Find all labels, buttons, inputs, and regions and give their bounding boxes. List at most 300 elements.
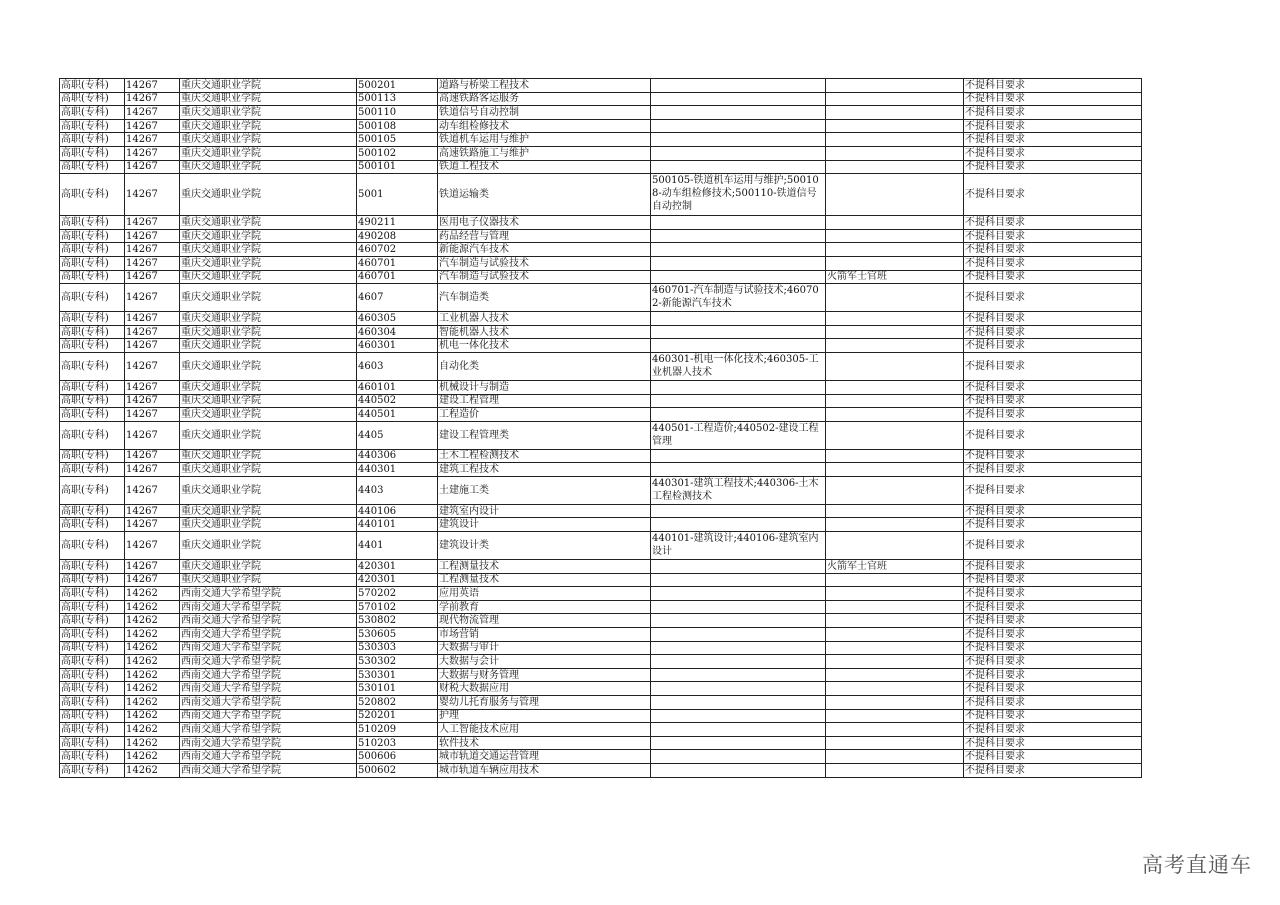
table-row xyxy=(60,696,1142,710)
included-majors-cell xyxy=(651,709,826,723)
school-code-cell: 14267 xyxy=(125,146,180,160)
school-name-cell: 重庆交通职业学院 xyxy=(180,339,357,353)
table-row xyxy=(60,476,1142,504)
school-name-cell: 重庆交通职业学院 xyxy=(180,284,357,312)
level-cell: 高职(专科) xyxy=(60,449,125,463)
school-name-cell: 西南交通大学希望学院 xyxy=(180,736,357,750)
major-name-cell: 工程造价 xyxy=(438,408,651,422)
major-code-cell: 530302 xyxy=(357,655,438,669)
school-name-cell: 西南交通大学希望学院 xyxy=(180,763,357,777)
included-majors-cell: 500105-铁道机车运用与维护;500108-动车组检修技术;500110-铁道信号自动控制 xyxy=(651,174,826,216)
table-row xyxy=(60,79,1142,93)
school-code-cell: 14267 xyxy=(125,174,180,216)
subject-requirement-cell: 不提科目要求 xyxy=(964,394,1142,408)
included-majors-cell xyxy=(651,312,826,326)
subject-requirement-cell: 不提科目要求 xyxy=(964,339,1142,353)
level-cell: 高职(专科) xyxy=(60,504,125,518)
included-majors-cell xyxy=(651,628,826,642)
subject-requirement-cell: 不提科目要求 xyxy=(964,614,1142,628)
remark-cell xyxy=(826,174,964,216)
subject-requirement-cell: 不提科目要求 xyxy=(964,709,1142,723)
remark-cell xyxy=(826,352,964,380)
subject-requirement-cell: 不提科目要求 xyxy=(964,243,1142,257)
level-cell: 高职(专科) xyxy=(60,600,125,614)
school-name-cell: 重庆交通职业学院 xyxy=(180,243,357,257)
remark-cell xyxy=(826,682,964,696)
school-code-cell: 14267 xyxy=(125,573,180,587)
school-name-cell: 重庆交通职业学院 xyxy=(180,421,357,449)
level-cell: 高职(专科) xyxy=(60,394,125,408)
table-row xyxy=(60,736,1142,750)
remark-cell xyxy=(826,160,964,174)
school-name-cell: 重庆交通职业学院 xyxy=(180,106,357,120)
included-majors-cell xyxy=(651,256,826,270)
included-majors-cell xyxy=(651,106,826,120)
major-name-cell: 现代物流管理 xyxy=(438,614,651,628)
included-majors-cell: 440501-工程造价;440502-建设工程管理 xyxy=(651,421,826,449)
included-majors-cell xyxy=(651,79,826,93)
subject-requirement-cell: 不提科目要求 xyxy=(964,216,1142,230)
included-majors-cell xyxy=(651,449,826,463)
major-code-cell: 460701 xyxy=(357,270,438,284)
school-name-cell: 西南交通大学希望学院 xyxy=(180,641,357,655)
major-code-cell: 4403 xyxy=(357,476,438,504)
included-majors-cell xyxy=(651,133,826,147)
school-name-cell: 西南交通大学希望学院 xyxy=(180,750,357,764)
major-code-cell: 460702 xyxy=(357,243,438,257)
subject-requirement-cell: 不提科目要求 xyxy=(964,736,1142,750)
table-row xyxy=(60,709,1142,723)
major-code-cell: 440501 xyxy=(357,408,438,422)
school-name-cell: 重庆交通职业学院 xyxy=(180,476,357,504)
included-majors-cell xyxy=(651,587,826,601)
school-code-cell: 14267 xyxy=(125,106,180,120)
remark-cell xyxy=(826,408,964,422)
major-code-cell: 5001 xyxy=(357,174,438,216)
major-name-cell: 高速铁路客运服务 xyxy=(438,92,651,106)
major-code-cell: 4401 xyxy=(357,532,438,560)
school-code-cell: 14262 xyxy=(125,641,180,655)
major-name-cell: 建筑室内设计 xyxy=(438,504,651,518)
remark-cell xyxy=(826,736,964,750)
school-code-cell: 14262 xyxy=(125,763,180,777)
table-row xyxy=(60,518,1142,532)
subject-requirement-cell: 不提科目要求 xyxy=(964,696,1142,710)
school-code-cell: 14262 xyxy=(125,696,180,710)
subject-requirement-cell: 不提科目要求 xyxy=(964,463,1142,477)
major-name-cell: 建筑工程技术 xyxy=(438,463,651,477)
major-name-cell: 学前教育 xyxy=(438,600,651,614)
school-name-cell: 重庆交通职业学院 xyxy=(180,518,357,532)
level-cell: 高职(专科) xyxy=(60,216,125,230)
included-majors-cell xyxy=(651,504,826,518)
major-name-cell: 铁道信号自动控制 xyxy=(438,106,651,120)
school-code-cell: 14267 xyxy=(125,270,180,284)
subject-requirement-cell: 不提科目要求 xyxy=(964,312,1142,326)
major-code-cell: 530101 xyxy=(357,682,438,696)
school-code-cell: 14267 xyxy=(125,256,180,270)
major-code-cell: 570202 xyxy=(357,587,438,601)
level-cell: 高职(专科) xyxy=(60,573,125,587)
included-majors-cell xyxy=(651,394,826,408)
remark-cell xyxy=(826,229,964,243)
table-row xyxy=(60,133,1142,147)
remark-cell xyxy=(826,325,964,339)
remark-cell xyxy=(826,655,964,669)
table-row xyxy=(60,256,1142,270)
level-cell: 高职(专科) xyxy=(60,256,125,270)
major-code-cell: 440101 xyxy=(357,518,438,532)
remark-cell xyxy=(826,641,964,655)
school-code-cell: 14267 xyxy=(125,284,180,312)
major-code-cell: 570102 xyxy=(357,600,438,614)
school-code-cell: 14267 xyxy=(125,216,180,230)
subject-requirement-cell: 不提科目要求 xyxy=(964,270,1142,284)
major-code-cell: 460304 xyxy=(357,325,438,339)
remark-cell xyxy=(826,133,964,147)
table-row xyxy=(60,284,1142,312)
level-cell: 高职(专科) xyxy=(60,174,125,216)
major-code-cell: 460301 xyxy=(357,339,438,353)
school-name-cell: 西南交通大学希望学院 xyxy=(180,655,357,669)
remark-cell xyxy=(826,284,964,312)
included-majors-cell xyxy=(651,696,826,710)
major-name-cell: 土建施工类 xyxy=(438,476,651,504)
major-code-cell: 4607 xyxy=(357,284,438,312)
subject-requirement-cell: 不提科目要求 xyxy=(964,408,1142,422)
level-cell: 高职(专科) xyxy=(60,339,125,353)
table-row xyxy=(60,408,1142,422)
subject-requirement-cell: 不提科目要求 xyxy=(964,106,1142,120)
subject-requirement-cell: 不提科目要求 xyxy=(964,641,1142,655)
level-cell: 高职(专科) xyxy=(60,682,125,696)
school-code-cell: 14262 xyxy=(125,587,180,601)
table-row xyxy=(60,380,1142,394)
subject-requirement-cell: 不提科目要求 xyxy=(964,668,1142,682)
table-row xyxy=(60,160,1142,174)
major-code-cell: 530802 xyxy=(357,614,438,628)
included-majors-cell xyxy=(651,146,826,160)
table-body xyxy=(60,79,1142,778)
level-cell: 高职(专科) xyxy=(60,476,125,504)
school-name-cell: 重庆交通职业学院 xyxy=(180,229,357,243)
remark-cell xyxy=(826,79,964,93)
major-name-cell: 铁道机车运用与维护 xyxy=(438,133,651,147)
school-code-cell: 14262 xyxy=(125,750,180,764)
school-code-cell: 14267 xyxy=(125,518,180,532)
school-name-cell: 重庆交通职业学院 xyxy=(180,119,357,133)
major-name-cell: 建筑设计 xyxy=(438,518,651,532)
school-code-cell: 14262 xyxy=(125,709,180,723)
major-name-cell: 动车组检修技术 xyxy=(438,119,651,133)
major-code-cell: 530303 xyxy=(357,641,438,655)
included-majors-cell: 440101-建筑设计;440106-建筑室内设计 xyxy=(651,532,826,560)
subject-requirement-cell: 不提科目要求 xyxy=(964,655,1142,669)
school-name-cell: 重庆交通职业学院 xyxy=(180,270,357,284)
subject-requirement-cell: 不提科目要求 xyxy=(964,92,1142,106)
remark-cell xyxy=(826,312,964,326)
table-row xyxy=(60,394,1142,408)
table-row xyxy=(60,573,1142,587)
included-majors-cell xyxy=(651,668,826,682)
school-name-cell: 重庆交通职业学院 xyxy=(180,449,357,463)
major-name-cell: 汽车制造与试验技术 xyxy=(438,256,651,270)
school-code-cell: 14267 xyxy=(125,394,180,408)
included-majors-cell xyxy=(651,750,826,764)
subject-requirement-cell: 不提科目要求 xyxy=(964,628,1142,642)
level-cell: 高职(专科) xyxy=(60,587,125,601)
major-code-cell: 520201 xyxy=(357,709,438,723)
major-name-cell: 工程测量技术 xyxy=(438,573,651,587)
school-code-cell: 14267 xyxy=(125,325,180,339)
major-name-cell: 自动化类 xyxy=(438,352,651,380)
major-name-cell: 建设工程管理类 xyxy=(438,421,651,449)
school-code-cell: 14262 xyxy=(125,614,180,628)
remark-cell xyxy=(826,504,964,518)
remark-cell xyxy=(826,146,964,160)
table-row xyxy=(60,504,1142,518)
school-name-cell: 重庆交通职业学院 xyxy=(180,79,357,93)
school-code-cell: 14267 xyxy=(125,449,180,463)
major-name-cell: 铁道工程技术 xyxy=(438,160,651,174)
major-code-cell: 460701 xyxy=(357,256,438,270)
school-code-cell: 14267 xyxy=(125,532,180,560)
level-cell: 高职(专科) xyxy=(60,696,125,710)
school-code-cell: 14267 xyxy=(125,504,180,518)
included-majors-cell xyxy=(651,655,826,669)
subject-requirement-cell: 不提科目要求 xyxy=(964,160,1142,174)
level-cell: 高职(专科) xyxy=(60,723,125,737)
major-name-cell: 汽车制造与试验技术 xyxy=(438,270,651,284)
included-majors-cell xyxy=(651,229,826,243)
remark-cell xyxy=(826,709,964,723)
remark-cell xyxy=(826,600,964,614)
remark-cell xyxy=(826,573,964,587)
table-row xyxy=(60,146,1142,160)
major-name-cell: 建筑设计类 xyxy=(438,532,651,560)
major-name-cell: 护理 xyxy=(438,709,651,723)
level-cell: 高职(专科) xyxy=(60,408,125,422)
table-row xyxy=(60,270,1142,284)
school-code-cell: 14267 xyxy=(125,352,180,380)
table-row xyxy=(60,312,1142,326)
remark-cell xyxy=(826,421,964,449)
major-code-cell: 460305 xyxy=(357,312,438,326)
subject-requirement-cell: 不提科目要求 xyxy=(964,380,1142,394)
school-name-cell: 重庆交通职业学院 xyxy=(180,573,357,587)
subject-requirement-cell: 不提科目要求 xyxy=(964,352,1142,380)
school-code-cell: 14262 xyxy=(125,723,180,737)
level-cell: 高职(专科) xyxy=(60,421,125,449)
school-code-cell: 14267 xyxy=(125,408,180,422)
major-name-cell: 工业机器人技术 xyxy=(438,312,651,326)
major-code-cell: 500110 xyxy=(357,106,438,120)
level-cell: 高职(专科) xyxy=(60,560,125,574)
included-majors-cell xyxy=(651,641,826,655)
level-cell: 高职(专科) xyxy=(60,284,125,312)
table-row xyxy=(60,243,1142,257)
subject-requirement-cell: 不提科目要求 xyxy=(964,146,1142,160)
remark-cell xyxy=(826,339,964,353)
subject-requirement-cell: 不提科目要求 xyxy=(964,560,1142,574)
school-code-cell: 14267 xyxy=(125,476,180,504)
remark-cell xyxy=(826,476,964,504)
major-name-cell: 建设工程管理 xyxy=(438,394,651,408)
major-name-cell: 大数据与会计 xyxy=(438,655,651,669)
school-name-cell: 西南交通大学希望学院 xyxy=(180,682,357,696)
school-name-cell: 重庆交通职业学院 xyxy=(180,256,357,270)
subject-requirement-cell: 不提科目要求 xyxy=(964,518,1142,532)
subject-requirement-cell: 不提科目要求 xyxy=(964,256,1142,270)
table-row xyxy=(60,421,1142,449)
major-code-cell: 460101 xyxy=(357,380,438,394)
majors-table xyxy=(59,78,1142,778)
table-row xyxy=(60,560,1142,574)
remark-cell xyxy=(826,723,964,737)
level-cell: 高职(专科) xyxy=(60,655,125,669)
table-row xyxy=(60,92,1142,106)
table-row xyxy=(60,106,1142,120)
major-name-cell: 市场营销 xyxy=(438,628,651,642)
school-name-cell: 西南交通大学希望学院 xyxy=(180,628,357,642)
remark-cell xyxy=(826,119,964,133)
school-name-cell: 重庆交通职业学院 xyxy=(180,380,357,394)
subject-requirement-cell: 不提科目要求 xyxy=(964,763,1142,777)
major-code-cell: 440502 xyxy=(357,394,438,408)
level-cell: 高职(专科) xyxy=(60,160,125,174)
major-name-cell: 道路与桥梁工程技术 xyxy=(438,79,651,93)
school-code-cell: 14267 xyxy=(125,79,180,93)
major-name-cell: 机械设计与制造 xyxy=(438,380,651,394)
watermark-logo: 高考直通车 xyxy=(1142,853,1252,877)
included-majors-cell xyxy=(651,736,826,750)
school-name-cell: 西南交通大学希望学院 xyxy=(180,587,357,601)
included-majors-cell xyxy=(651,92,826,106)
school-name-cell: 重庆交通职业学院 xyxy=(180,463,357,477)
school-code-cell: 14267 xyxy=(125,380,180,394)
major-name-cell: 智能机器人技术 xyxy=(438,325,651,339)
level-cell: 高职(专科) xyxy=(60,750,125,764)
included-majors-cell xyxy=(651,573,826,587)
major-code-cell: 4405 xyxy=(357,421,438,449)
remark-cell xyxy=(826,463,964,477)
table-row xyxy=(60,325,1142,339)
table-row xyxy=(60,668,1142,682)
subject-requirement-cell: 不提科目要求 xyxy=(964,532,1142,560)
school-name-cell: 重庆交通职业学院 xyxy=(180,352,357,380)
major-code-cell: 490211 xyxy=(357,216,438,230)
school-name-cell: 西南交通大学希望学院 xyxy=(180,723,357,737)
table-row xyxy=(60,600,1142,614)
major-code-cell: 500101 xyxy=(357,160,438,174)
subject-requirement-cell: 不提科目要求 xyxy=(964,723,1142,737)
level-cell: 高职(专科) xyxy=(60,763,125,777)
major-name-cell: 药品经营与管理 xyxy=(438,229,651,243)
table-row xyxy=(60,229,1142,243)
included-majors-cell xyxy=(651,408,826,422)
school-name-cell: 重庆交通职业学院 xyxy=(180,532,357,560)
major-code-cell: 490208 xyxy=(357,229,438,243)
subject-requirement-cell: 不提科目要求 xyxy=(964,174,1142,216)
major-name-cell: 财税大数据应用 xyxy=(438,682,651,696)
table-row xyxy=(60,763,1142,777)
level-cell: 高职(专科) xyxy=(60,532,125,560)
level-cell: 高职(专科) xyxy=(60,614,125,628)
school-code-cell: 14267 xyxy=(125,560,180,574)
subject-requirement-cell: 不提科目要求 xyxy=(964,682,1142,696)
major-name-cell: 土木工程检测技术 xyxy=(438,449,651,463)
subject-requirement-cell: 不提科目要求 xyxy=(964,587,1142,601)
subject-requirement-cell: 不提科目要求 xyxy=(964,229,1142,243)
major-name-cell: 城市轨道车辆应用技术 xyxy=(438,763,651,777)
major-code-cell: 420301 xyxy=(357,560,438,574)
school-name-cell: 西南交通大学希望学院 xyxy=(180,668,357,682)
table-row xyxy=(60,614,1142,628)
table-row xyxy=(60,119,1142,133)
school-name-cell: 重庆交通职业学院 xyxy=(180,146,357,160)
subject-requirement-cell: 不提科目要求 xyxy=(964,79,1142,93)
school-code-cell: 14267 xyxy=(125,243,180,257)
table-row xyxy=(60,655,1142,669)
subject-requirement-cell: 不提科目要求 xyxy=(964,573,1142,587)
table-row xyxy=(60,641,1142,655)
remark-cell xyxy=(826,668,964,682)
school-code-cell: 14267 xyxy=(125,229,180,243)
subject-requirement-cell: 不提科目要求 xyxy=(964,421,1142,449)
remark-cell xyxy=(826,614,964,628)
school-name-cell: 重庆交通职业学院 xyxy=(180,92,357,106)
included-majors-cell xyxy=(651,723,826,737)
included-majors-cell xyxy=(651,518,826,532)
included-majors-cell xyxy=(651,270,826,284)
included-majors-cell xyxy=(651,339,826,353)
major-name-cell: 汽车制造类 xyxy=(438,284,651,312)
table-row xyxy=(60,449,1142,463)
school-name-cell: 重庆交通职业学院 xyxy=(180,325,357,339)
remark-cell xyxy=(826,449,964,463)
major-name-cell: 应用英语 xyxy=(438,587,651,601)
major-code-cell: 440301 xyxy=(357,463,438,477)
level-cell: 高职(专科) xyxy=(60,79,125,93)
school-code-cell: 14267 xyxy=(125,92,180,106)
major-name-cell: 工程测量技术 xyxy=(438,560,651,574)
table-row xyxy=(60,587,1142,601)
school-name-cell: 西南交通大学希望学院 xyxy=(180,614,357,628)
school-code-cell: 14262 xyxy=(125,682,180,696)
included-majors-cell xyxy=(651,160,826,174)
subject-requirement-cell: 不提科目要求 xyxy=(964,476,1142,504)
major-code-cell: 500602 xyxy=(357,763,438,777)
school-name-cell: 重庆交通职业学院 xyxy=(180,504,357,518)
major-name-cell: 医用电子仪器技术 xyxy=(438,216,651,230)
major-name-cell: 高速铁路施工与维护 xyxy=(438,146,651,160)
school-code-cell: 14262 xyxy=(125,628,180,642)
level-cell: 高职(专科) xyxy=(60,106,125,120)
remark-cell xyxy=(826,628,964,642)
level-cell: 高职(专科) xyxy=(60,229,125,243)
included-majors-cell: 460701-汽车制造与试验技术;460702-新能源汽车技术 xyxy=(651,284,826,312)
remark-cell xyxy=(826,92,964,106)
included-majors-cell xyxy=(651,763,826,777)
major-code-cell: 500108 xyxy=(357,119,438,133)
level-cell: 高职(专科) xyxy=(60,243,125,257)
level-cell: 高职(专科) xyxy=(60,463,125,477)
school-name-cell: 重庆交通职业学院 xyxy=(180,560,357,574)
remark-cell: 火箭军士官班 xyxy=(826,270,964,284)
subject-requirement-cell: 不提科目要求 xyxy=(964,133,1142,147)
level-cell: 高职(专科) xyxy=(60,380,125,394)
remark-cell xyxy=(826,380,964,394)
